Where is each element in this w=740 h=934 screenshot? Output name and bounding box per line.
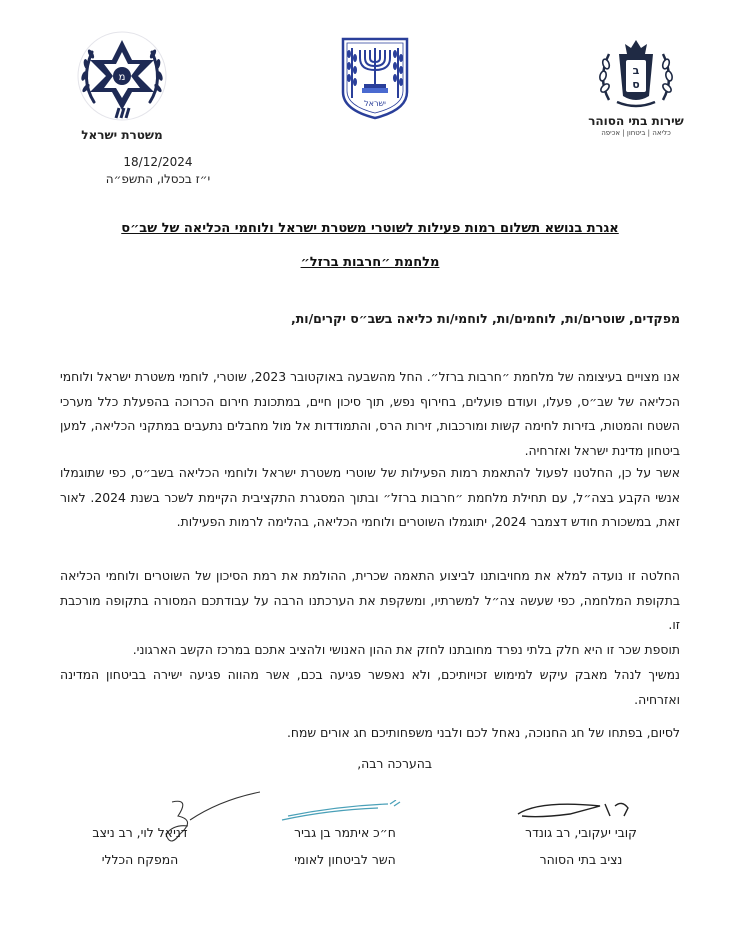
body-paragraph: אשר על כן, החלטנו לפעול להתאמת רמות הפעילות של שוטרי משטרת ישראל ולוחמי הכליאה בשב״ס, כפי שתוגמלו אנשי הקבע בצה״ל, עם תחילת מלחמת ״חרבות ברזל״ ובתוך המסגרת התקציבית הקיימת לשכר בשנת 2024. לאור זאת, במשכורת חודש דצמבר 2024, יתוגמלו השוטרים ולוחמי הכליאה, בהלימה לרמות הפעילות. (60, 465, 680, 529)
letter-title-line-1: אגרת בנושא תשלום רמות פעילות לשוטרי משטרת ישראל ולוחמי הכליאה של שב״ס (121, 221, 619, 236)
letter-date (88, 154, 228, 188)
signatory-ips-commissioner (506, 819, 656, 873)
signatory-police-commissioner (70, 819, 210, 873)
svg-text:ב: ב (632, 64, 640, 77)
signatory-minister (275, 819, 415, 873)
signatory-role: נציב בתי הסוהר (539, 852, 623, 867)
israel-police-logo (74, 30, 170, 142)
signatory-role: המפקח הכללי (101, 852, 179, 867)
state-of-israel-emblem (340, 36, 410, 124)
body-paragraph: לסיום, בפתחו של חג החנוכה, נאחל לכם ולבני משפחותיכם חג אורים שמח. (286, 725, 680, 740)
israel-prison-service-logo (586, 38, 686, 137)
body-paragraph: החלטה זו נועדה למלא את מחויבותנו לביצוע התאמה שכרית, ההולמת את רמת הסיכון של השוטרים ולוחמי הכליאה בתקופת המלחמה, כפי שעשה צה״ל למשרתיו, ומשקפת את הערכתנו הרבה על עבודתכם המסורה בתקופה מורכבת זו. (60, 568, 680, 632)
signatory-name: דניאל לוי, רב ניצב (92, 825, 188, 840)
body-paragraph: תוספת שכר זו היא חלק בלתי נפרד מחובתנו לחזק את ההון האנושי ולהציב אתכם במרכז הקשב הארגוני. (132, 642, 680, 657)
date-gregorian: 18/12/2024 (123, 155, 193, 169)
police-star-emblem-icon (74, 30, 170, 122)
svg-text:ס: ס (632, 78, 640, 91)
ips-shield-icon (597, 38, 675, 110)
ips-logo-caption: שירות בתי הסוהר (588, 114, 684, 128)
svg-text:מ: מ (118, 72, 126, 83)
signatory-name: קובי יעקובי, רב גונדר (525, 825, 637, 840)
svg-text:ישראל: ישראל (364, 99, 386, 108)
letter-title-line-2: מלחמת ״חרבות ברזל״ (300, 255, 440, 270)
signatory-name: ח״כ איתמר בן גביר (294, 825, 396, 840)
body-paragraph: אנו מצויים בעיצומה של מלחמת ״חרבות ברזל״. החל מהשבעה באוקטובר 2023, שוטרי, לוחמי משטרת ישראל ולוחמי הכליאה של שב״ס, פעלו, ועודם פועלים, בחירוף נפש, תוך סיכון חיים, במתכונת חירום הכרוכה בהפעלת כלל מערכי השטח והמטות, בזירות לחימה קשות ומורכבות, זירות הרס, והתמודדות אל מול מחבלים נתעבים במתקני הכליאה, למען ביטחון מדינת ישראל ואזרחיה. (60, 369, 680, 458)
police-logo-caption: משטרת ישראל (81, 128, 163, 142)
letter-closing: בהערכה רבה, (357, 756, 432, 771)
menorah-emblem-icon (340, 36, 410, 120)
body-paragraph: נמשיך לנהל מאבק עיקש למימוש זכויותיכם, ולא נאפשר פגיעה בכם, אשר מהווה פגיעה ישירה בביטחון המדינה ואזרחיה. (60, 667, 680, 707)
letter-salutation: מפקדים, שוטרים/ות, לוחמים/ות, לוחמי/ות כליאה בשב״ס יקרים/ות, (291, 311, 680, 326)
date-hebrew: י״ז בכסלו, התשפ״ה (105, 172, 211, 186)
signatory-role: השר לביטחון לאומי (294, 852, 396, 867)
ips-logo-subcaption: כליאה | ביטחון | אכיפה (601, 129, 671, 137)
